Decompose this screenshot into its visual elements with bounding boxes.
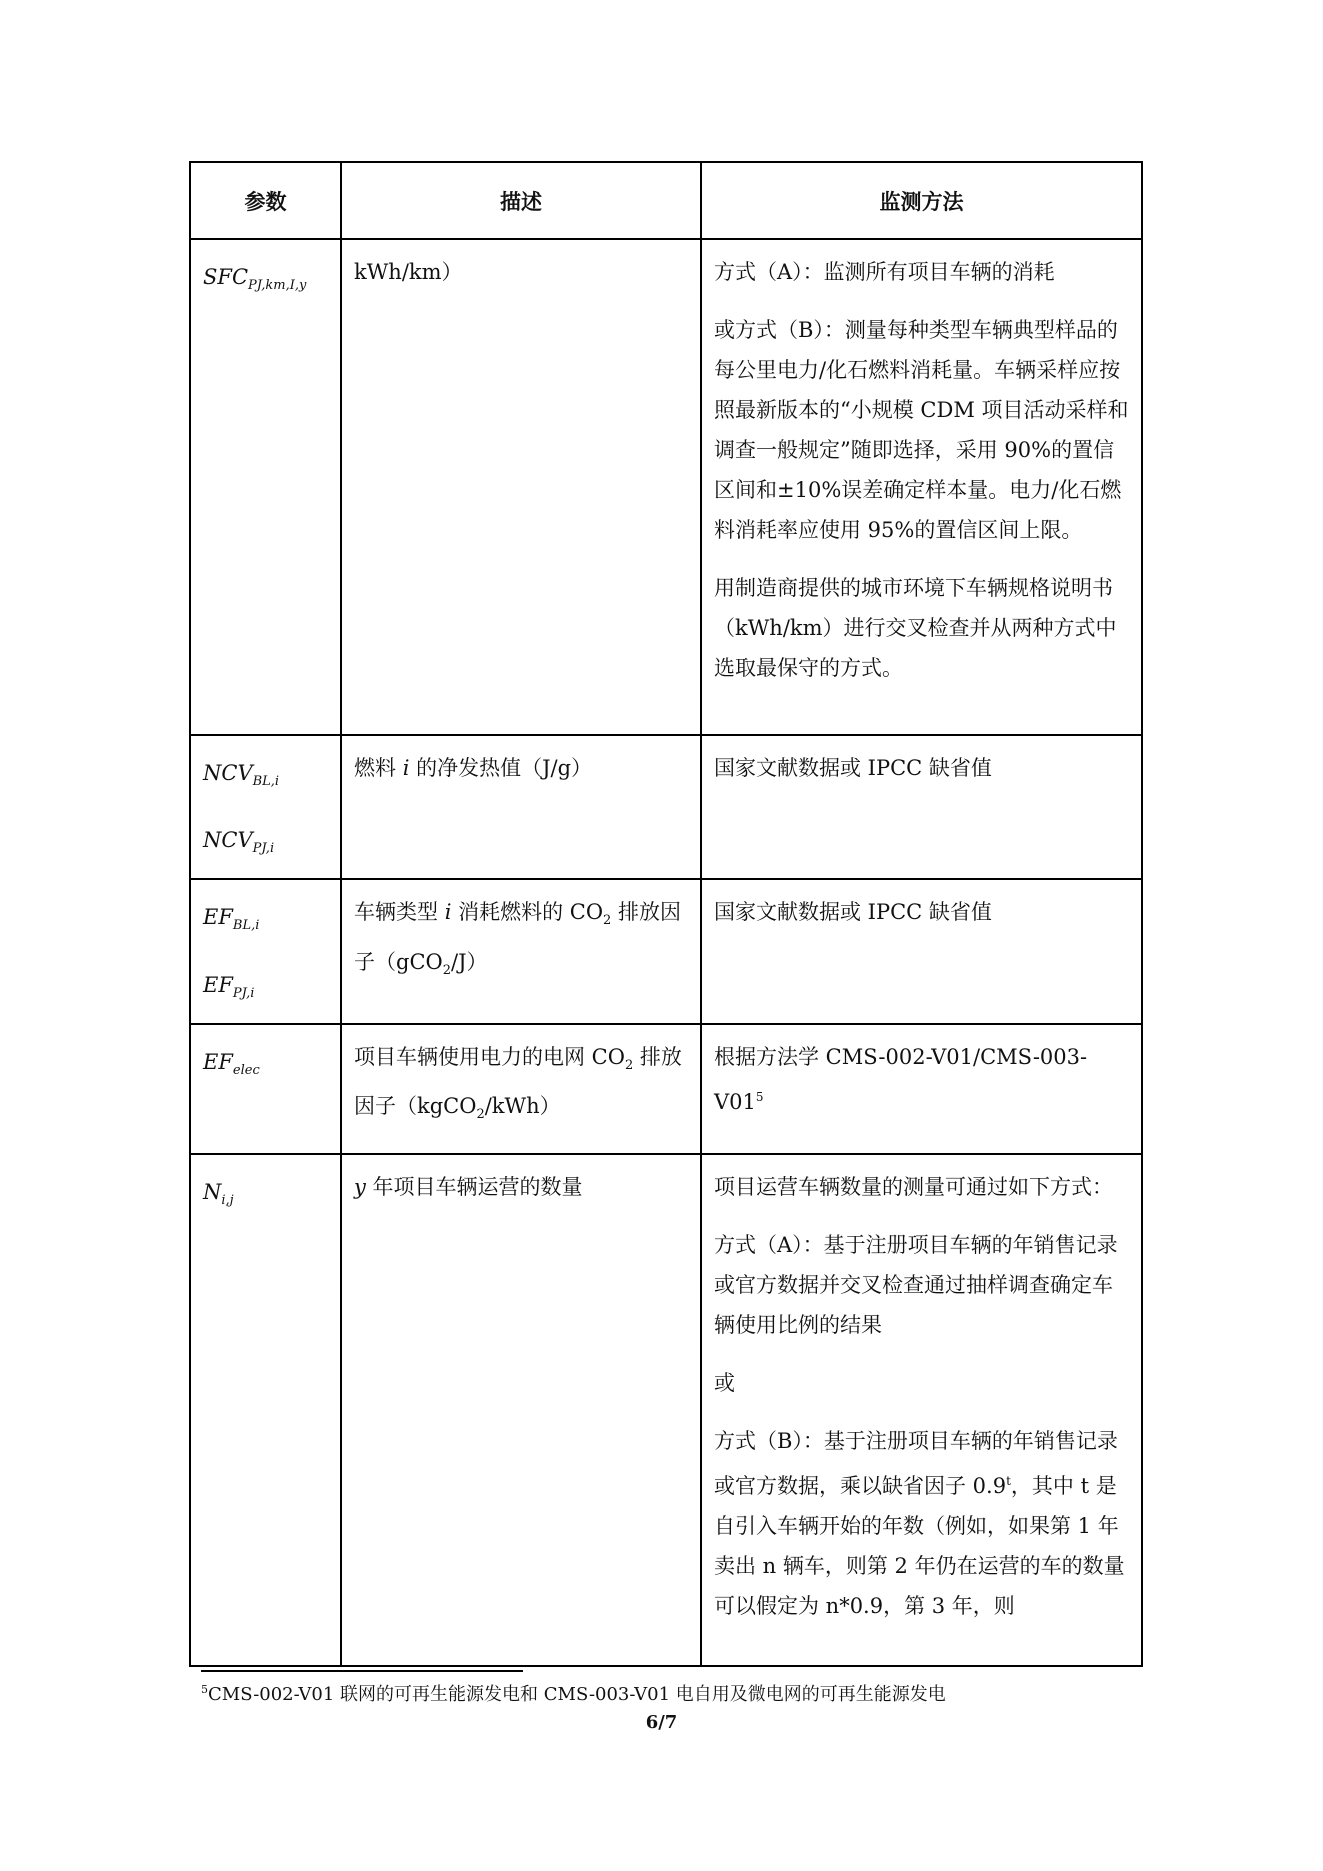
description-text: 燃料 i 的净发热值（J/g） <box>354 756 593 780</box>
header-monitoring-method: 监测方法 <box>701 162 1142 239</box>
method-paragraph: 或方式（B）：测量每种类型车辆典型样品的每公里电力/化石燃料消耗量。车辆采样应按照最新版本的“小规模 CDM 项目活动采样和调查一般规定”随即选择，采用 90%的置信区间和±10%误差确定样本量。电力/化石燃料消耗率应使用 95%的置信区间上限。 <box>714 318 1129 542</box>
symbol-ef-elec: $EF_{elec}$ <box>203 1049 260 1078</box>
symbol-n: $N_{i,j}$ <box>203 1180 234 1209</box>
footnote <box>201 1680 946 1706</box>
method-cell <box>701 1154 1142 1666</box>
description-cell <box>341 735 701 879</box>
symbol-cell <box>190 239 341 735</box>
description-text: y 年项目车辆运营的数量 <box>354 1175 583 1200</box>
symbol-cell <box>190 1154 341 1666</box>
method-cell <box>701 879 1142 1023</box>
page-number: 6/7 <box>645 1712 678 1733</box>
method-cell <box>701 735 1142 879</box>
table-row <box>190 879 1142 1023</box>
symbol-cell <box>190 879 341 1023</box>
symbol-ef-bl: $EF_{BL,i}$ <box>203 905 260 934</box>
header-description: 描述 <box>341 162 701 239</box>
table-row <box>190 1024 1142 1154</box>
symbol-ncv-bl: $NCV_{BL,i}$ <box>203 761 280 790</box>
method-paragraph: 根据方法学 CMS-$002-V01/CMS-003-V01^5$ <box>714 1044 1088 1114</box>
method-paragraph: 国家文献数据或 IPCC 缺省值 <box>714 900 992 925</box>
symbol-ncv-pj: $NCV_{PJ,i}$ <box>203 828 275 857</box>
method-paragraph: 国家文献数据或 IPCC 缺省值 <box>714 756 992 780</box>
symbol-cell <box>190 735 341 879</box>
description-cell <box>341 1024 701 1154</box>
monitoring-parameter-table <box>189 161 1143 1667</box>
description-text: 车辆类型 i 消耗燃料的 $CO_2$ 排放因子（gCO$_2$/J） <box>354 900 682 978</box>
table-header-row <box>190 162 1142 239</box>
table-row <box>190 735 1142 879</box>
table-row <box>190 239 1142 735</box>
footnote-divider <box>201 1670 523 1672</box>
method-paragraph: 用制造商提供的城市环境下车辆规格说明书（kWh/km）进行交叉检查并从两种方式中选取最保守的方式。 <box>714 576 1117 680</box>
description-text: 项目车辆使用电力的电网 $CO_2$ 排放因子（kgCO$_2$/kWh） <box>354 1044 682 1123</box>
symbol-cell <box>190 1024 341 1154</box>
method-paragraph: 方式（B）：基于注册项目车辆的年销售记录或官方数据，乘以缺省因子 0.9$^t$，其中 t 是自引入车辆开始的年数（例如，如果第 1 年卖出 n 辆车，则第 2 年仍在运营的车的数量可以假定为 n*0.9，第 3 年，则 <box>714 1429 1125 1619</box>
method-paragraph: 或 <box>714 1371 735 1396</box>
description-cell <box>341 239 701 735</box>
header-parameter: 参数 <box>190 162 341 239</box>
method-paragraph: 方式（A）：基于注册项目车辆的年销售记录或官方数据并交叉检查通过抽样调查确定车辆使用比例的结果 <box>714 1233 1118 1338</box>
symbol-ef-pj: $EF_{PJ,i}$ <box>203 972 255 1001</box>
description-cell <box>341 879 701 1023</box>
footnote-text: CMS-002-V01 联网的可再生能源发电和 CMS-003-V01 电自用及微电网的可再生能源发电 <box>208 1684 946 1705</box>
description-cell <box>341 1154 701 1666</box>
footnote-reference[interactable]: 5 <box>755 1089 764 1104</box>
method-cell <box>701 1024 1142 1154</box>
symbol-sfc: $SFC_{PJ,km,I,y}$ <box>203 265 307 294</box>
table-row <box>190 1154 1142 1666</box>
method-paragraph: 项目运营车辆数量的测量可通过如下方式： <box>714 1175 1113 1200</box>
method-paragraph: 方式（A）：监测所有项目车辆的消耗 <box>714 260 1055 284</box>
method-cell <box>701 239 1142 735</box>
description-text: kWh/km） <box>354 260 463 284</box>
footnote-mark: 5 <box>201 1683 208 1696</box>
